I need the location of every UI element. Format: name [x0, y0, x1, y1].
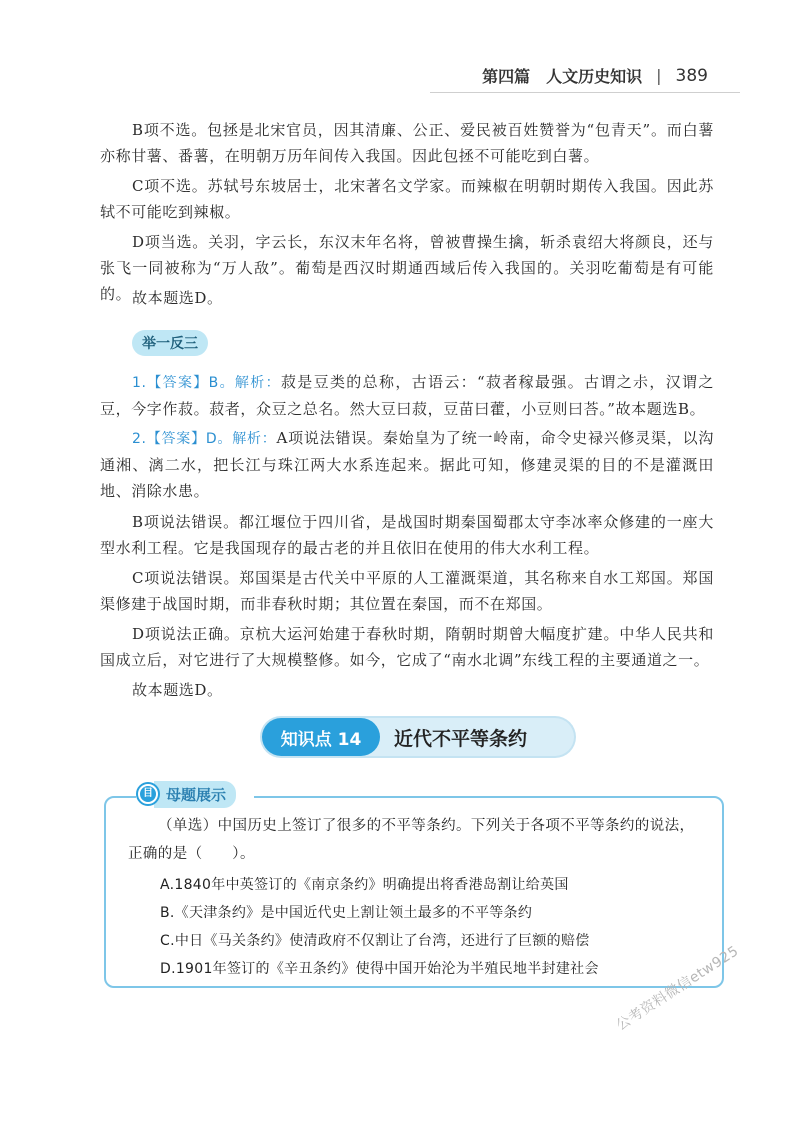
answer-1-text: 菽是豆类的总称，古语云：“菽者稼最强。古谓之尗，汉谓之豆，今字作菽。菽者，众豆之总名。然大豆曰菽，豆苗曰藿，小豆则曰荅。”故本题选B。 [100, 373, 714, 418]
answer-2-d: D项说法正确。京杭大运河始建于春秋时期，隋朝时期曾大幅度扩建。中华人民共和国成立后，对它进行了大规模整修。如今，它成了“南水北调”东线工程的主要通道之一。 [100, 625, 714, 669]
header-separator: | [656, 66, 662, 85]
practice-answer-1 [100, 369, 714, 422]
answer-2-number: 2. [132, 431, 147, 447]
chapter-title: 第四篇 人文历史知识 [482, 67, 643, 86]
explanation-c: C项不选。苏轼号东坡居士，北宋著名文学家。而辣椒在明朝时期传入我国。因此苏轼不可能吃到辣椒。 [100, 177, 714, 221]
knowledge-point-banner [262, 718, 574, 756]
practice-answer-2 [100, 425, 714, 504]
explanation-d: D项当选。关羽，字云长，东汉末年名将，曾被曹操生擒，斩杀袁绍大将颜良，还与张飞一同被称为“万人敌”。葡萄是西汉时期通西域后传入我国的。关羽吃葡萄是有可能的。 [100, 233, 714, 303]
question-stem: （单选）中国历史上签订了很多的不平等条约。下列关于各项不平等条约的说法，正确的是（ ）。 [128, 818, 695, 862]
question-tab [136, 780, 254, 808]
header-rule [430, 92, 740, 93]
option-a: A.1840年中英签订的《南京条约》明确提出将香港岛割让给英国 [160, 877, 569, 893]
option-c: C.中日《马关条约》使清政府不仅割让了台湾，还进行了巨额的赔偿 [160, 933, 590, 949]
knowledge-point-title: 近代不平等条约 [394, 727, 528, 750]
answer-2-conclusion: 故本题选D。 [132, 681, 223, 699]
explanation-conclusion: 故本题选D。 [132, 289, 223, 307]
option-b: B.《天津条约》是中国近代史上割让领土最多的不平等条约 [160, 905, 533, 921]
answer-2-c: C项说法错误。郑国渠是古代关中平原的人工灌溉渠道，其名称来自水工郑国。郑国渠修建于战国时期，而非春秋时期；其位置在秦国，而不在郑国。 [100, 569, 714, 613]
explanation-b: B项不选。包拯是北宋官员，因其清廉、公正、爱民被百姓赞誉为“包青天”。而白薯亦称甘薯、番薯，在明朝万历年间传入我国。因此包拯不可能吃到白薯。 [100, 121, 714, 165]
answer-1-number: 1. [132, 375, 147, 391]
answer-2-tag: 【答案】D。解析： [146, 431, 277, 447]
answer-2-text: A项说法错误。秦始皇为了统一岭南，命令史禄兴修灵渠，以沟通湘、漓二水，把长江与珠江两大水系连起来。据此可知，修建灵渠的目的不是灌溉田地、消除水患。 [100, 429, 714, 500]
question-tab-label: 母题展示 [154, 781, 236, 808]
book-icon: 目 [136, 782, 160, 806]
knowledge-point-badge: 知识点 14 [262, 718, 380, 756]
page-number: 389 [675, 65, 708, 86]
practice-label: 举一反三 [132, 330, 208, 356]
running-header [482, 64, 708, 87]
option-d: D.1901年签订的《辛丑条约》使得中国开始沦为半殖民地半封建社会 [160, 961, 599, 977]
answer-2-b: B项说法错误。都江堰位于四川省，是战国时期秦国蜀郡太守李冰率众修建的一座大型水利工程。它是我国现存的最古老的并且依旧在使用的伟大水利工程。 [100, 513, 714, 557]
watermark: 公考资料微信etw925 [613, 943, 742, 1034]
answer-1-tag: 【答案】B。解析： [146, 375, 281, 391]
